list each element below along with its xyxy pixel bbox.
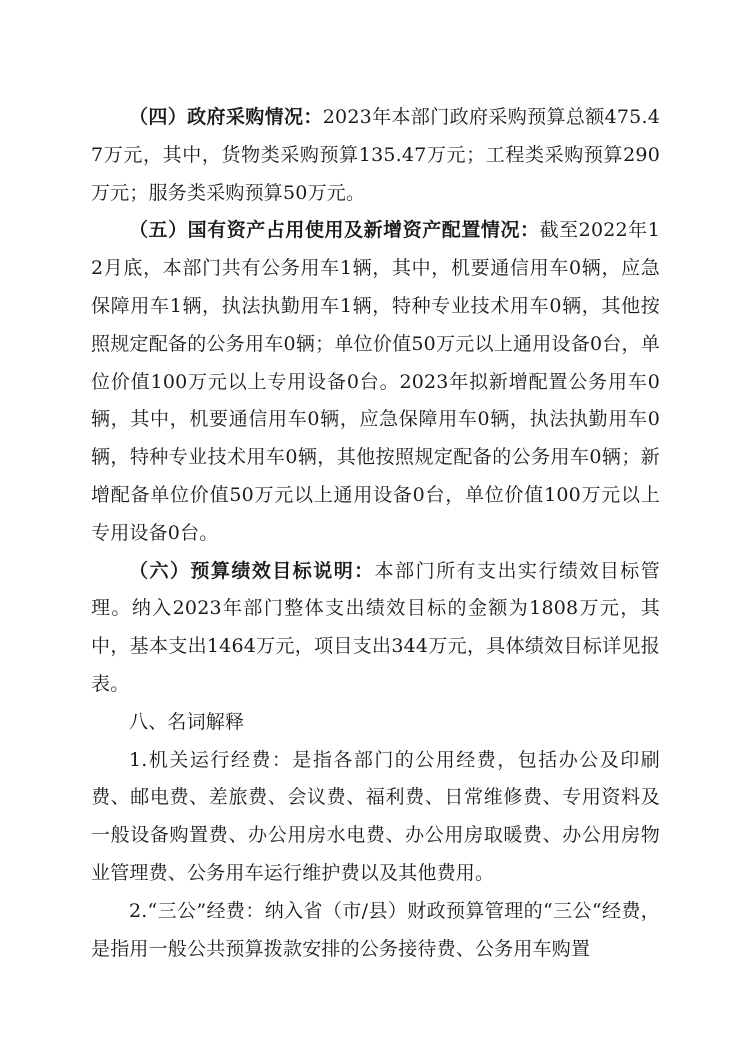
performance-text: 本部门所有支出实行绩效目标管理。纳入2023年部门整体支出绩效目标的金额为1808万元，其中，基本支出1464万元，项目支出344万元，具体绩效目标详见报表。	[91, 559, 660, 695]
procurement-paragraph	[91, 99, 660, 212]
assets-paragraph	[91, 212, 660, 552]
performance-paragraph	[91, 553, 660, 704]
procurement-text: 2023年本部门政府采购预算总额475.47万元，其中，货物类采购预算135.47万元；工程类采购预算290万元；服务类采购预算50万元。	[91, 106, 660, 204]
assets-text: 截至2022年12月底，本部门共有公务用车1辆，其中，机要通信用车0辆，应急保障用车1辆，执法执勤用车1辆，特种专业技术用车0辆，其他按照规定配备的公务用车0辆；单位价值50万元以上通用设备0台，单位价值100万元以上专用设备0台。2023年拟新增配置公务用车0辆，其中，机要通信用车0辆，应急保障用车0辆，执法执勤用车0辆，特种专业技术用车0辆，其他按照规定配备的公务用车0辆；新增配备单位价值50万元以上通用设备0台，单位价值100万元以上专用设备0台。	[91, 219, 661, 544]
performance-heading: （六）预算绩效目标说明：	[129, 559, 375, 582]
glossary-item-1: 1.机关运行经费：是指各部门的公用经费，包括办公及印刷费、邮电费、差旅费、会议费、福利费、日常维修费、专用资料及一般设备购置费、办公用房水电费、办公用房取暖费、办公用房物业管理费、公务用车运行维护费以及其他费用。	[91, 748, 660, 884]
glossary-heading: 八、名词解释	[129, 710, 245, 733]
document-body	[91, 99, 660, 968]
procurement-heading: （四）政府采购情况：	[129, 106, 323, 128]
glossary-item-2: 2.“三公”经费：纳入省（市/县）财政预算管理的“三公“经费，是指用一般公共预算拨款安排的公务接待费、公务用车购置	[91, 899, 660, 960]
assets-heading: （五）国有资产占用使用及新增资产配置情况：	[129, 219, 540, 242]
